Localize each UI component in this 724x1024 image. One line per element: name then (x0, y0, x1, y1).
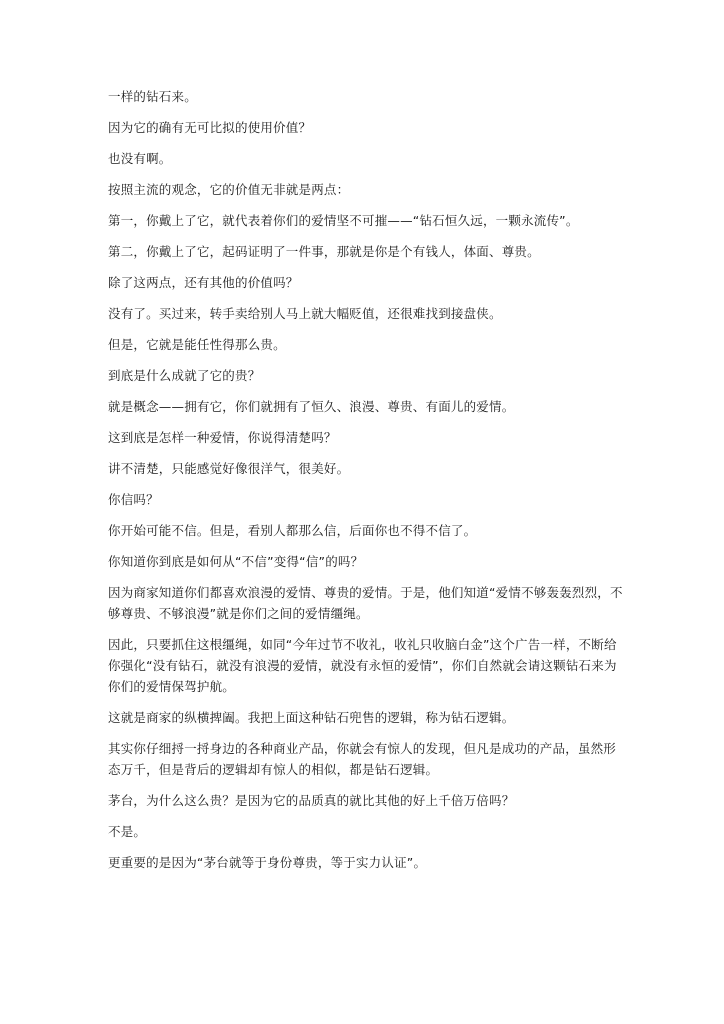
paragraph-3: 也没有啊。 (108, 151, 172, 166)
paragraph-4: 按照主流的观念，它的价值无非就是两点： (108, 182, 350, 197)
paragraph-23: 更重要的是因为“茅台就等于身份尊贵，等于实力认证”。 (108, 855, 427, 870)
paragraph-10: 到底是什么成就了它的贵？ (108, 368, 261, 383)
paragraph-1: 一样的钻石来。 (108, 89, 197, 104)
paragraph-12: 这到底是怎样一种爱情，你说得清楚吗？ (108, 430, 337, 445)
paragraph-18: 因此，只要抓住这根缰绳，如同“今年过节不收礼，收礼只收脑白金”这个广告一样，不断给你强化“没有钻石，就没有浪漫的爱情，就没有永恒的爱情”，你们自然就会请这颗钻石来为你们的爱情保驾护航。 (108, 637, 617, 694)
paragraph-7: 除了这两点，还有其他的价值吗？ (108, 275, 299, 290)
paragraph-13: 讲不清楚，只能感觉好像很洋气，很美好。 (108, 461, 350, 476)
paragraph-5: 第一，你戴上了它，就代表着你们的爱情坚不可摧——“钻石恒久远，一颗永流传”。 (108, 213, 579, 228)
paragraph-6: 第二，你戴上了它，起码证明了一件事，那就是你是个有钱人，体面、尊贵。 (108, 244, 540, 259)
paragraph-17: 因为商家知道你们都喜欢浪漫的爱情、尊贵的爱情。于是，他们知道“爱情不够轰轰烈烈，不够尊贵、不够浪漫”就是你们之间的爱情缰绳。 (108, 585, 623, 621)
paragraph-9: 但是，它就是能任性得那么贵。 (108, 337, 286, 352)
paragraph-14: 你信吗？ (108, 492, 159, 507)
paragraph-21: 茅台，为什么这么贵？是因为它的品质真的就比其他的好上千倍万倍吗？ (108, 793, 515, 808)
paragraph-2: 因为它的确有无可比拟的使用价值？ (108, 120, 312, 135)
paragraph-15: 你开始可能不信。但是，看别人都那么信，后面你也不得不信了。 (108, 523, 477, 538)
paragraph-11: 就是概念——拥有它，你们就拥有了恒久、浪漫、尊贵、有面儿的爱情。 (108, 399, 515, 414)
paragraph-20: 其实你仔细捋一捋身边的各种商业产品，你就会有惊人的发现，但凡是成功的产品，虽然形态万千，但是背后的逻辑却有惊人的相似，都是钻石逻辑。 (108, 741, 617, 777)
document-body (108, 86, 628, 873)
paragraph-22: 不是。 (108, 824, 147, 839)
paragraph-19: 这就是商家的纵横捭阖。我把上面这种钻石兜售的逻辑，称为钻石逻辑。 (108, 710, 515, 725)
paragraph-16: 你知道你到底是如何从“不信”变得“信”的吗？ (108, 554, 364, 569)
paragraph-8: 没有了。买过来，转手卖给别人马上就大幅贬值，还很难找到接盘侠。 (108, 306, 502, 321)
